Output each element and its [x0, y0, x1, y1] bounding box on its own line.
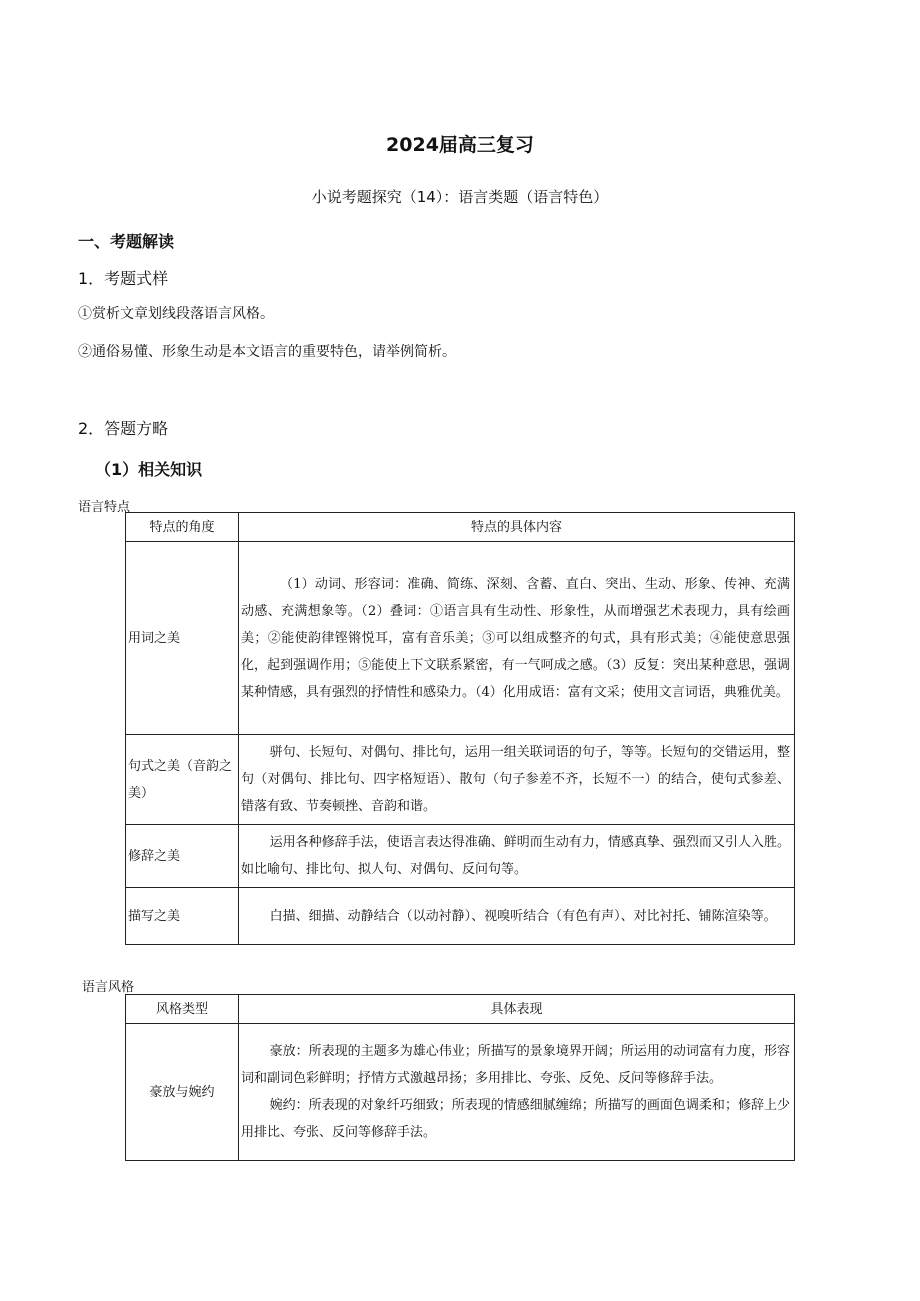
subsection-heading-answer-strategy: 2．答题方略 [78, 419, 169, 438]
table-header-row [126, 995, 795, 1024]
category-cell: 描写之美 [126, 888, 239, 945]
table-row [126, 825, 795, 888]
content-cell [239, 1024, 795, 1161]
content-cell: 运用各种修辞手法，使语言表达得准确、鲜明而生动有力，情感真挚、强烈而又引人入胜。如比喻句、排比句、拟人句、对偶句、反问句等。 [239, 825, 795, 888]
table-header-row [126, 513, 795, 542]
category-cell: 用词之美 [126, 542, 239, 735]
example-question-2: ②通俗易懂、形象生动是本文语言的重要特色，请举例简析。 [78, 344, 456, 360]
page-subtitle: 小说考题探究（14）：语言类题（语言特色） [311, 188, 609, 206]
table-row [126, 888, 795, 945]
table-row [126, 1024, 795, 1161]
page-title: 2024届高三复习 [386, 134, 534, 156]
content-cell: 骈句、长短句、对偶句、排比句，运用一组关联词语的句子，等等。长短句的交错运用，整句（对偶句、排比句、四字格短语）、散句（句子参差不齐，长短不一）的结合，使句式参差、错落有致、节奏顿挫、音韵和谐。 [239, 735, 795, 825]
table-label-language-style: 语言风格 [82, 980, 135, 995]
category-cell: 修辞之美 [126, 825, 239, 888]
table-row [126, 735, 795, 825]
header-cell-content: 特点的具体内容 [239, 513, 795, 542]
subsection-heading-related-knowledge: （1）相关知识 [95, 460, 203, 479]
header-cell-manifestation: 具体表现 [239, 995, 795, 1024]
content-cell: （1）动词、形容词：准确、简练、深刻、含蓄、直白、突出、生动、形象、传神、充满动感、充满想象等。（2）叠词：①语言具有生动性、形象性，从而增强艺术表现力，具有绘画美；②能使韵律铿锵悦耳，富有音乐美；③可以组成整齐的句式，具有形式美；④能使意思强化，起到强调作用；⑤能使上下文联系紧密，有一气呵成之感。（3）反复：突出某种意思，强调某种情感，具有强烈的抒情性和感染力。（4）化用成语：富有文采；使用文言词语，典雅优美。 [239, 542, 795, 735]
header-cell-style-type: 风格类型 [126, 995, 239, 1024]
category-cell: 句式之美（音韵之美） [126, 735, 239, 825]
table-label-language-features: 语言特点 [78, 500, 131, 515]
language-features-table [125, 512, 795, 945]
content-paragraph-graceful-style: 婉约：所表现的对象纤巧细致；所表现的情感细腻缠绵；所描写的画面色调柔和；修辞上少用排比、夸张、反问等修辞手法。 [241, 1098, 790, 1140]
header-cell-angle: 特点的角度 [126, 513, 239, 542]
content-cell: 白描、细描、动静结合（以动衬静）、视嗅听结合（有色有声）、对比衬托、铺陈渲染等。 [239, 888, 795, 945]
subsection-heading-question-format: 1．考题式样 [78, 269, 169, 288]
language-style-table [125, 994, 795, 1161]
category-cell: 豪放与婉约 [126, 1024, 239, 1161]
section-heading-1: 一、考题解读 [78, 232, 175, 251]
example-question-1: ①赏析文章划线段落语言风格。 [78, 306, 274, 322]
table-row [126, 542, 795, 735]
content-paragraph-bold-style: 豪放：所表现的主题多为雄心伟业；所描写的景象境界开阔；所运用的动词富有力度，形容词和副词色彩鲜明；抒情方式激越昂扬；多用排比、夸张、反免、反问等修辞手法。 [241, 1044, 790, 1086]
